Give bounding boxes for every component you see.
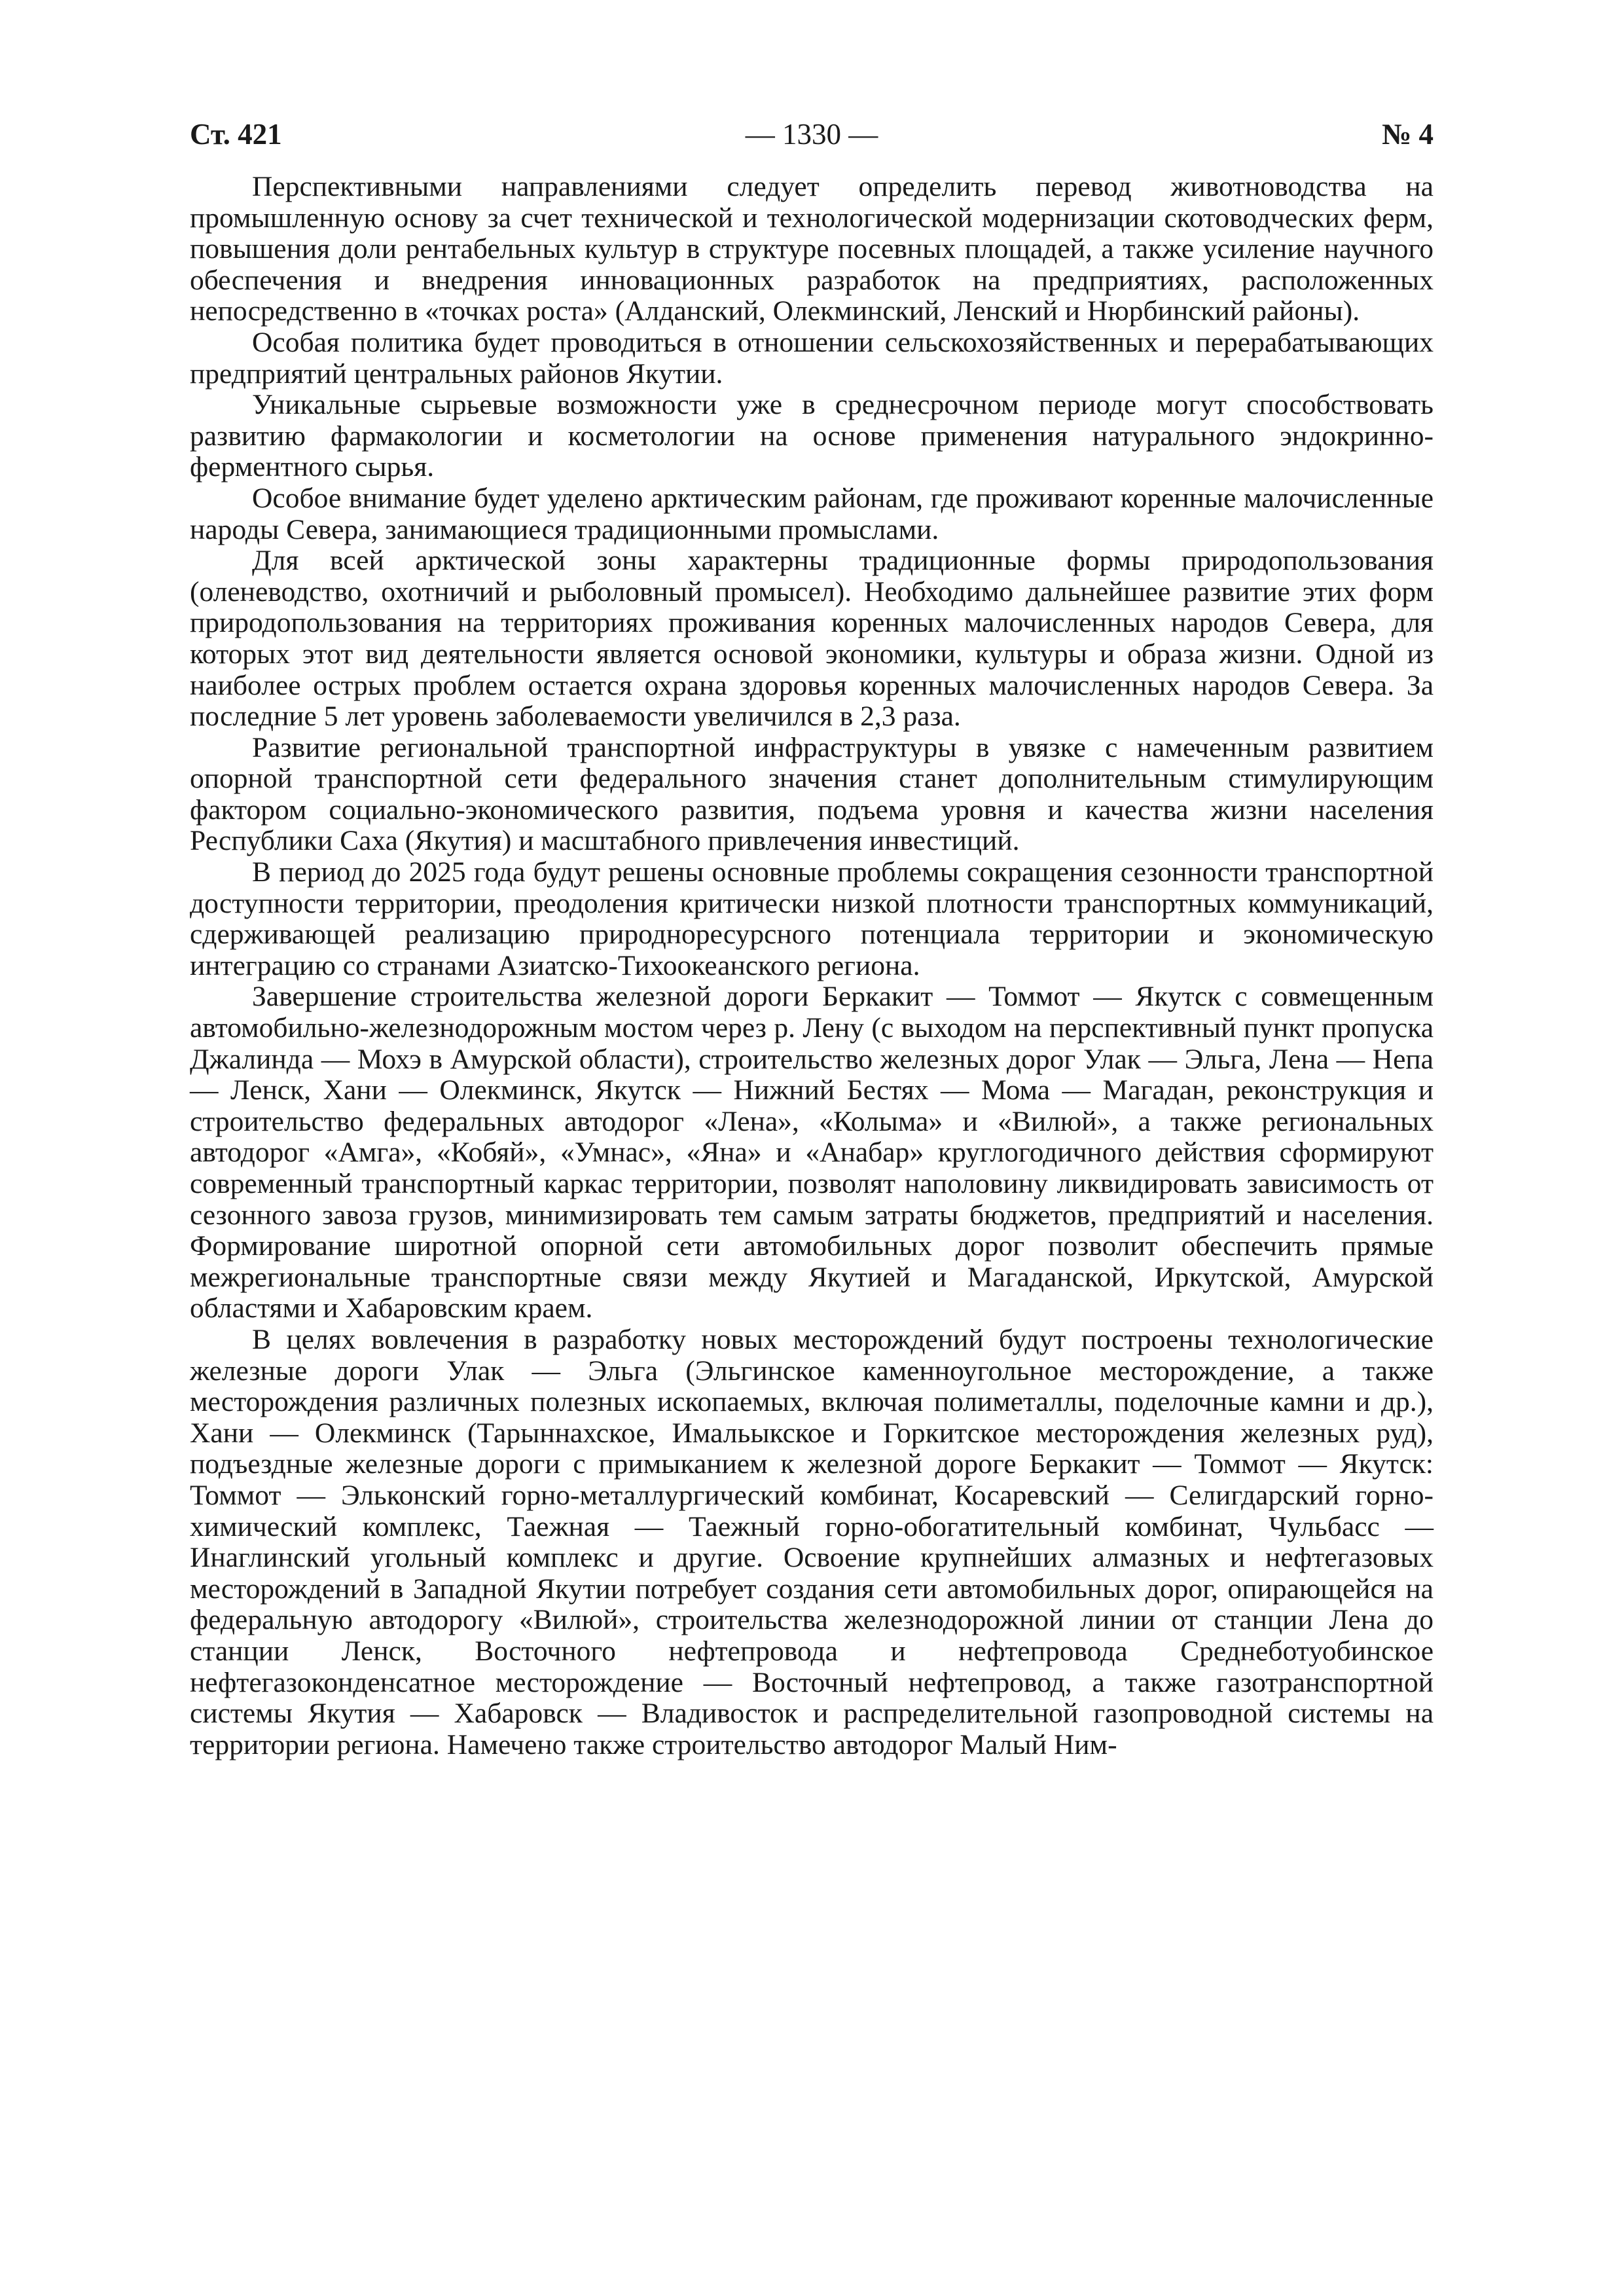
paragraph: В период до 2025 года будут решены основные проблемы сокращения сезонности транспортной доступности территории, преодоления критически низкой плотности транспортных коммуникаций, сдерживающей реализацию природноресурсного потенциала территории и экономическую интеграцию со странами Азиатско-Тихоокеанского региона. [190, 856, 1434, 981]
document-page [190, 111, 1434, 1760]
paragraph: Особое внимание будет уделено арктическим районам, где проживают коренные малочисленные народы Севера, занимающиеся традиционными промыслами. [190, 482, 1434, 545]
paragraph: В целях вовлечения в разработку новых месторождений будут построены технологические железные дороги Улак — Эльга (Эльгинское каменноугольное месторождение, а также месторождения различных полезных ископаемых, включая полиметаллы, поделочные камни и др.), Хани — Олекминск (Тарыннахское, Имальыкское и Горкитское месторождения железных руд), подъездные железные дороги с примыканием к железной дороге Беркакит — Томмот — Якутск: Томмот — Эльконский горно-металлургический комбинат, Косаревский — Селигдарский горно-химический комплекс, Таежная — Таежный горно-обогатительный комбинат, Чульбасс — Инаглинский угольный комплекс и другие. Освоение крупнейших алмазных и нефтегазовых месторождений в Западной Якутии потребует создания сети автомобильных дорог, опирающейся на федеральную автодорогу «Вилюй», строительства железнодорожной линии от станции Лена до станции Ленск, Восточного нефтепровода и нефтепровода Среднеботуобинское нефтегазоконденсатное месторождение — Восточный нефтепровод, а также газотранспортной системы Якутия — Хабаровск — Владивосток и распределительной газопроводной системы на территории региона. Намечено также строительство автодорог Малый Ним- [190, 1323, 1434, 1760]
paragraph: Перспективными направлениями следует определить перевод животноводства на промышленную основу за счет технической и технологической модернизации скотоводческих ферм, повышения доли рентабельных культур в структуре посевных площадей, а также усиление научного обеспечения и внедрения инновационных разработок на предприятиях, расположенных непосредственно в «точках роста» (Алданский, Олекминский, Ленский и Нюрбинский районы). [190, 171, 1434, 327]
page-header [190, 111, 1434, 157]
document-body [190, 172, 1434, 1760]
paragraph: Для всей арктической зоны характерны традиционные формы природопользования (оленеводство, охотничий и рыболовный промысел). Необходимо дальнейшее развитие этих форм природопользования на территориях проживания коренных малочисленных народов Севера, для которых этот вид деятельности является основой экономики, культуры и образа жизни. Одной из наиболее острых проблем остается охрана здоровья коренных малочисленных народов Севера. За последние 5 лет уровень заболеваемости увеличился в 2,3 раза. [190, 545, 1434, 733]
paragraph: Особая политика будет проводиться в отношении сельскохозяйственных и перерабатывающих предприятий центральных районов Якутии. [190, 326, 1434, 390]
page-number: — 1330 — [745, 118, 878, 151]
article-number: Ст. 421 [190, 118, 282, 151]
issue-number: № 4 [1382, 118, 1434, 151]
paragraph: Уникальные сырьевые возможности уже в среднесрочном периоде могут способствовать развитию фармакологии и косметологии на основе применения натурального эндокринно-ферментного сырья. [190, 389, 1434, 483]
paragraph: Развитие региональной транспортной инфраструктуры в увязке с намеченным развитием опорной транспортной сети федерального значения станет дополнительным стимулирующим фактором социально-экономического развития, подъема уровня и качества жизни населения Республики Саха (Якутия) и масштабного привлечения инвестиций. [190, 731, 1434, 857]
paragraph: Завершение строительства железной дороги Беркакит — Томмот — Якутск с совмещенным автомобильно-железнодорожным мостом через р. Лену (с выходом на перспективный пункт пропуска Джалинда — Мохэ в Амурской области), строительство железных дорог Улак — Эльга, Лена — Непа — Ленск, Хани — Олекминск, Якутск — Нижний Бестях — Мома — Магадан, реконструкция и строительство федеральных автодорог «Лена», «Колыма» и «Вилюй», а также региональных автодорог «Амга», «Кобяй», «Умнас», «Яна» и «Анабар» круглогодичного действия сформируют современный транспортный каркас территории, позволят наполовину ликвидировать зависимость от сезонного завоза грузов, минимизировать тем самым затраты бюджетов, предприятий и населения. Формирование широтной опорной сети автомобильных дорог позволит обеспечить прямые межрегиональные транспортные связи между Якутией и Магаданской, Иркутской, Амурской областями и Хабаровским краем. [190, 981, 1434, 1324]
